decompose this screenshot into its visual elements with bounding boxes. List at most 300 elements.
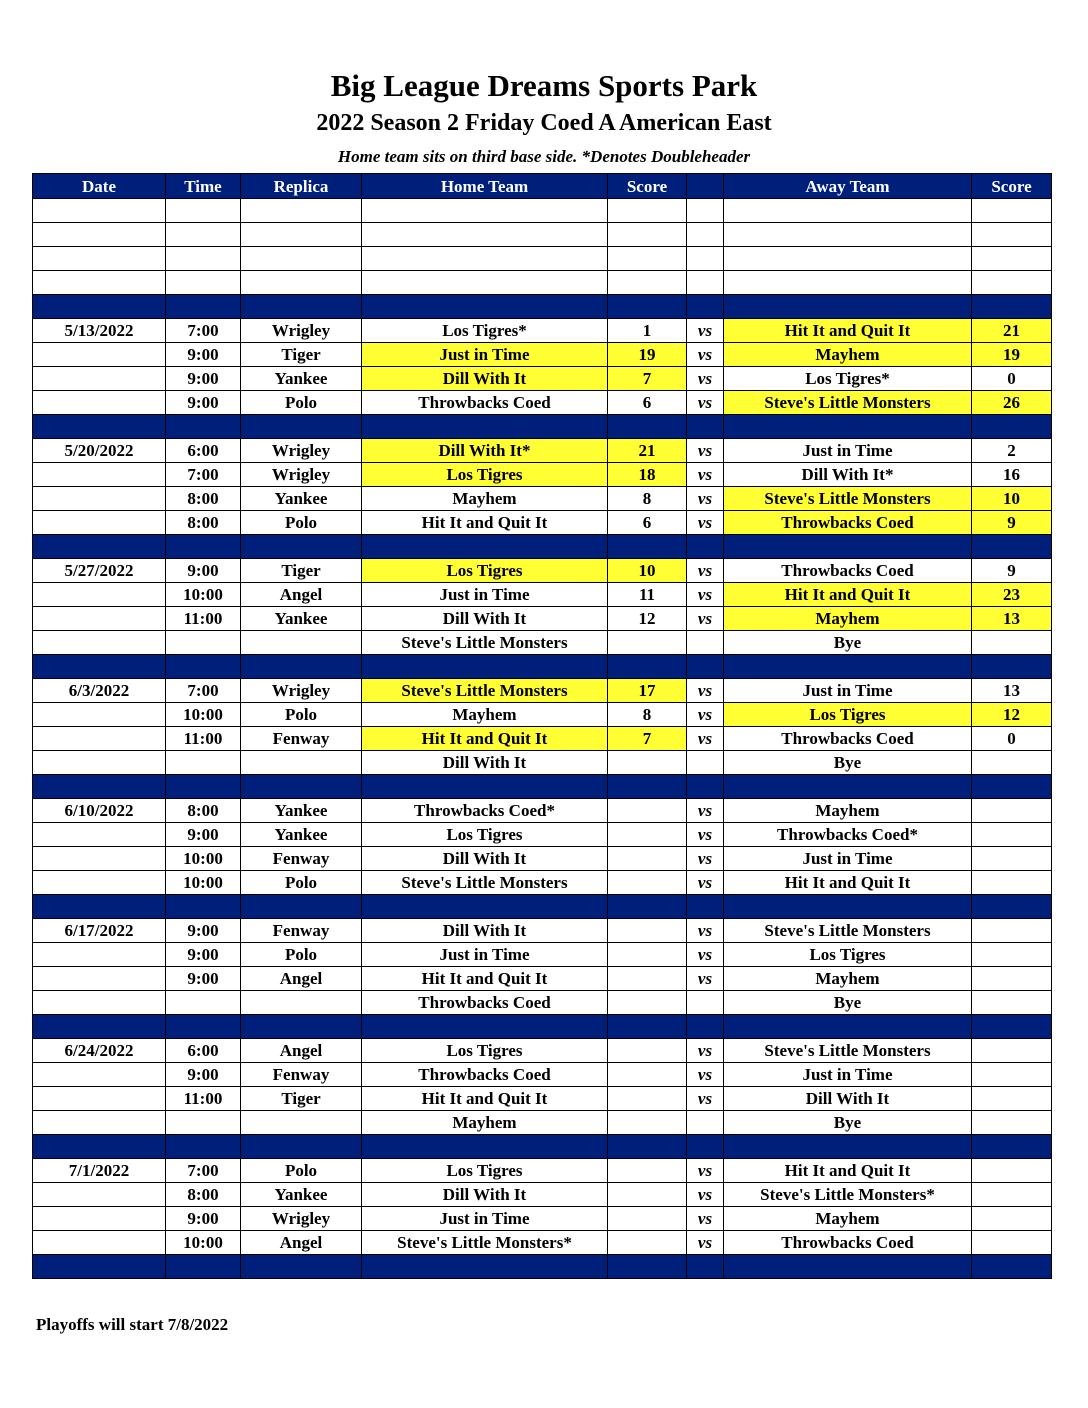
away-team-cell: Hit It and Quit It bbox=[724, 583, 972, 607]
home-score-cell: 19 bbox=[608, 343, 687, 367]
game-row bbox=[33, 583, 1052, 607]
away-score-cell bbox=[972, 1063, 1052, 1087]
blank-cell bbox=[724, 247, 972, 271]
away-score-cell: 9 bbox=[972, 559, 1052, 583]
home-team-cell: Hit It and Quit It bbox=[362, 1087, 608, 1111]
away-team-cell: Steve's Little Monsters bbox=[724, 1039, 972, 1063]
away-score-cell bbox=[972, 991, 1052, 1015]
home-score-cell: 7 bbox=[608, 367, 687, 391]
date-cell bbox=[33, 991, 166, 1015]
vs-cell: vs bbox=[687, 487, 724, 511]
time-cell: 9:00 bbox=[166, 823, 241, 847]
date-cell bbox=[33, 823, 166, 847]
time-cell: 8:00 bbox=[166, 511, 241, 535]
separator-row bbox=[33, 655, 1052, 679]
away-score-cell bbox=[972, 1231, 1052, 1255]
away-team-cell: Bye bbox=[724, 1111, 972, 1135]
replica-cell: Fenway bbox=[241, 727, 362, 751]
date-cell: 6/3/2022 bbox=[33, 679, 166, 703]
separator-cell bbox=[362, 895, 608, 919]
separator-cell bbox=[166, 1255, 241, 1279]
date-cell bbox=[33, 343, 166, 367]
away-team-cell: Throwbacks Coed bbox=[724, 511, 972, 535]
separator-cell bbox=[724, 295, 972, 319]
blank-cell bbox=[724, 223, 972, 247]
date-cell: 6/17/2022 bbox=[33, 919, 166, 943]
replica-cell: Wrigley bbox=[241, 1207, 362, 1231]
col-header-home-score: Score bbox=[608, 174, 687, 199]
away-score-cell bbox=[972, 631, 1052, 655]
away-team-cell: Just in Time bbox=[724, 439, 972, 463]
blank-cell bbox=[687, 271, 724, 295]
game-row bbox=[33, 1231, 1052, 1255]
time-cell: 9:00 bbox=[166, 919, 241, 943]
away-team-cell: Los Tigres* bbox=[724, 367, 972, 391]
away-team-cell: Hit It and Quit It bbox=[724, 871, 972, 895]
home-score-cell: 1 bbox=[608, 319, 687, 343]
vs-cell bbox=[687, 631, 724, 655]
time-cell: 10:00 bbox=[166, 847, 241, 871]
separator-row bbox=[33, 895, 1052, 919]
replica-cell: Polo bbox=[241, 943, 362, 967]
time-cell: 7:00 bbox=[166, 319, 241, 343]
away-score-cell bbox=[972, 847, 1052, 871]
separator-cell bbox=[608, 775, 687, 799]
game-row bbox=[33, 1207, 1052, 1231]
date-cell bbox=[33, 1111, 166, 1135]
replica-cell: Angel bbox=[241, 967, 362, 991]
vs-cell: vs bbox=[687, 1231, 724, 1255]
replica-cell bbox=[241, 991, 362, 1015]
date-cell bbox=[33, 1063, 166, 1087]
away-score-cell bbox=[972, 751, 1052, 775]
blank-cell bbox=[608, 271, 687, 295]
page-subtitle: 2022 Season 2 Friday Coed A American East bbox=[316, 110, 772, 136]
away-team-cell: Dill With It bbox=[724, 1087, 972, 1111]
date-cell: 7/1/2022 bbox=[33, 1159, 166, 1183]
vs-cell: vs bbox=[687, 823, 724, 847]
col-header-away-score: Score bbox=[972, 174, 1052, 199]
blank-cell bbox=[166, 199, 241, 223]
replica-cell: Wrigley bbox=[241, 463, 362, 487]
home-team-cell: Dill With It bbox=[362, 1183, 608, 1207]
replica-cell: Yankee bbox=[241, 607, 362, 631]
vs-cell: vs bbox=[687, 607, 724, 631]
separator-cell bbox=[362, 655, 608, 679]
home-score-cell bbox=[608, 751, 687, 775]
time-cell: 8:00 bbox=[166, 799, 241, 823]
vs-cell: vs bbox=[687, 463, 724, 487]
date-cell bbox=[33, 1207, 166, 1231]
separator-cell bbox=[166, 1015, 241, 1039]
separator-cell bbox=[362, 775, 608, 799]
home-score-cell bbox=[608, 847, 687, 871]
game-row bbox=[33, 1063, 1052, 1087]
away-team-cell: Just in Time bbox=[724, 847, 972, 871]
home-team-cell: Just in Time bbox=[362, 1207, 608, 1231]
separator-cell bbox=[724, 1135, 972, 1159]
time-cell: 10:00 bbox=[166, 703, 241, 727]
replica-cell: Fenway bbox=[241, 919, 362, 943]
blank-cell bbox=[724, 199, 972, 223]
separator-cell bbox=[166, 295, 241, 319]
separator-cell bbox=[608, 895, 687, 919]
away-team-cell: Throwbacks Coed bbox=[724, 727, 972, 751]
separator-cell bbox=[724, 415, 972, 439]
separator-cell bbox=[166, 415, 241, 439]
home-score-cell bbox=[608, 967, 687, 991]
away-team-cell: Bye bbox=[724, 751, 972, 775]
separator-cell bbox=[972, 895, 1052, 919]
vs-cell: vs bbox=[687, 679, 724, 703]
separator-cell bbox=[166, 1135, 241, 1159]
vs-cell: vs bbox=[687, 967, 724, 991]
vs-cell bbox=[687, 751, 724, 775]
date-cell: 5/20/2022 bbox=[33, 439, 166, 463]
away-score-cell bbox=[972, 967, 1052, 991]
separator-cell bbox=[166, 655, 241, 679]
col-header-home-team: Home Team bbox=[362, 174, 608, 199]
blank-cell bbox=[241, 199, 362, 223]
blank-cell bbox=[608, 223, 687, 247]
home-score-cell bbox=[608, 1039, 687, 1063]
home-score-cell bbox=[608, 919, 687, 943]
time-cell: 9:00 bbox=[166, 1207, 241, 1231]
home-team-cell: Dill With It bbox=[362, 607, 608, 631]
replica-cell: Tiger bbox=[241, 559, 362, 583]
separator-cell bbox=[33, 895, 166, 919]
separator-cell bbox=[972, 655, 1052, 679]
separator-cell bbox=[608, 535, 687, 559]
away-team-cell: Throwbacks Coed bbox=[724, 1231, 972, 1255]
home-team-cell: Mayhem bbox=[362, 487, 608, 511]
blank-row bbox=[33, 223, 1052, 247]
separator-cell bbox=[362, 415, 608, 439]
date-cell bbox=[33, 607, 166, 631]
away-team-cell: Mayhem bbox=[724, 607, 972, 631]
time-cell: 7:00 bbox=[166, 463, 241, 487]
home-team-cell: Throwbacks Coed* bbox=[362, 799, 608, 823]
blank-cell bbox=[33, 247, 166, 271]
time-cell: 9:00 bbox=[166, 343, 241, 367]
home-score-cell: 10 bbox=[608, 559, 687, 583]
time-cell: 10:00 bbox=[166, 1231, 241, 1255]
date-cell: 5/27/2022 bbox=[33, 559, 166, 583]
away-team-cell: Mayhem bbox=[724, 799, 972, 823]
away-score-cell bbox=[972, 1111, 1052, 1135]
home-team-cell: Dill With It bbox=[362, 751, 608, 775]
away-score-cell bbox=[972, 1159, 1052, 1183]
away-score-cell bbox=[972, 871, 1052, 895]
home-score-cell: 11 bbox=[608, 583, 687, 607]
separator-cell bbox=[33, 655, 166, 679]
replica-cell: Tiger bbox=[241, 343, 362, 367]
home-team-cell: Dill With It bbox=[362, 847, 608, 871]
home-score-cell: 8 bbox=[608, 487, 687, 511]
game-row bbox=[33, 343, 1052, 367]
separator-cell bbox=[724, 535, 972, 559]
away-score-cell: 12 bbox=[972, 703, 1052, 727]
separator-cell bbox=[241, 415, 362, 439]
time-cell: 9:00 bbox=[166, 391, 241, 415]
blank-cell bbox=[724, 271, 972, 295]
page-note: Home team sits on third base side. *Denotes Doubleheader bbox=[337, 147, 751, 166]
home-score-cell: 8 bbox=[608, 703, 687, 727]
time-cell: 9:00 bbox=[166, 943, 241, 967]
game-row bbox=[33, 823, 1052, 847]
game-row bbox=[33, 607, 1052, 631]
blank-cell bbox=[362, 247, 608, 271]
game-row bbox=[33, 391, 1052, 415]
away-team-cell: Mayhem bbox=[724, 343, 972, 367]
home-team-cell: Hit It and Quit It bbox=[362, 967, 608, 991]
away-score-cell: 10 bbox=[972, 487, 1052, 511]
col-header-time: Time bbox=[166, 174, 241, 199]
time-cell: 8:00 bbox=[166, 487, 241, 511]
away-score-cell bbox=[972, 799, 1052, 823]
col-header-date: Date bbox=[33, 174, 166, 199]
away-team-cell: Just in Time bbox=[724, 1063, 972, 1087]
date-cell bbox=[33, 583, 166, 607]
game-row bbox=[33, 631, 1052, 655]
home-team-cell: Los Tigres bbox=[362, 463, 608, 487]
vs-cell bbox=[687, 1111, 724, 1135]
separator-cell bbox=[33, 535, 166, 559]
home-score-cell: 18 bbox=[608, 463, 687, 487]
vs-cell: vs bbox=[687, 847, 724, 871]
away-score-cell bbox=[972, 919, 1052, 943]
home-score-cell: 17 bbox=[608, 679, 687, 703]
replica-cell: Yankee bbox=[241, 799, 362, 823]
game-row bbox=[33, 487, 1052, 511]
date-cell: 6/10/2022 bbox=[33, 799, 166, 823]
separator-cell bbox=[687, 1015, 724, 1039]
schedule-table bbox=[32, 173, 1052, 1279]
blank-cell bbox=[166, 271, 241, 295]
schedule-body bbox=[33, 199, 1052, 1279]
separator-cell bbox=[687, 415, 724, 439]
separator-cell bbox=[972, 1135, 1052, 1159]
blank-cell bbox=[33, 199, 166, 223]
separator-cell bbox=[972, 1255, 1052, 1279]
home-score-cell bbox=[608, 631, 687, 655]
col-header-away-team: Away Team bbox=[724, 174, 972, 199]
blank-row bbox=[33, 199, 1052, 223]
vs-cell: vs bbox=[687, 559, 724, 583]
date-cell bbox=[33, 871, 166, 895]
date-cell bbox=[33, 847, 166, 871]
away-team-cell: Throwbacks Coed bbox=[724, 559, 972, 583]
home-score-cell: 12 bbox=[608, 607, 687, 631]
replica-cell: Wrigley bbox=[241, 439, 362, 463]
time-cell bbox=[166, 631, 241, 655]
blank-cell bbox=[608, 247, 687, 271]
separator-row bbox=[33, 1135, 1052, 1159]
replica-cell: Wrigley bbox=[241, 679, 362, 703]
time-cell: 11:00 bbox=[166, 1087, 241, 1111]
replica-cell: Polo bbox=[241, 703, 362, 727]
separator-cell bbox=[33, 295, 166, 319]
vs-cell: vs bbox=[687, 799, 724, 823]
blank-cell bbox=[241, 247, 362, 271]
separator-cell bbox=[724, 1015, 972, 1039]
separator-cell bbox=[241, 295, 362, 319]
separator-cell bbox=[166, 775, 241, 799]
replica-cell: Yankee bbox=[241, 823, 362, 847]
away-score-cell: 26 bbox=[972, 391, 1052, 415]
replica-cell: Fenway bbox=[241, 1063, 362, 1087]
separator-cell bbox=[687, 1135, 724, 1159]
away-team-cell: Mayhem bbox=[724, 1207, 972, 1231]
away-score-cell: 9 bbox=[972, 511, 1052, 535]
separator-cell bbox=[608, 1135, 687, 1159]
vs-cell: vs bbox=[687, 367, 724, 391]
replica-cell bbox=[241, 631, 362, 655]
away-score-cell: 0 bbox=[972, 727, 1052, 751]
separator-cell bbox=[608, 1015, 687, 1039]
col-header-replica: Replica bbox=[241, 174, 362, 199]
separator-row bbox=[33, 415, 1052, 439]
blank-cell bbox=[608, 199, 687, 223]
game-row bbox=[33, 1087, 1052, 1111]
game-row bbox=[33, 799, 1052, 823]
game-row bbox=[33, 967, 1052, 991]
game-row bbox=[33, 1039, 1052, 1063]
vs-cell: vs bbox=[687, 1087, 724, 1111]
time-cell: 9:00 bbox=[166, 1063, 241, 1087]
time-cell: 9:00 bbox=[166, 559, 241, 583]
game-row bbox=[33, 919, 1052, 943]
home-team-cell: Steve's Little Monsters* bbox=[362, 1231, 608, 1255]
separator-cell bbox=[33, 1255, 166, 1279]
home-team-cell: Steve's Little Monsters bbox=[362, 631, 608, 655]
home-score-cell bbox=[608, 991, 687, 1015]
home-team-cell: Just in Time bbox=[362, 583, 608, 607]
blank-cell bbox=[166, 247, 241, 271]
footer-note: Playoffs will start 7/8/2022 bbox=[36, 1315, 229, 1334]
home-team-cell: Hit It and Quit It bbox=[362, 727, 608, 751]
replica-cell: Yankee bbox=[241, 487, 362, 511]
vs-cell: vs bbox=[687, 583, 724, 607]
separator-cell bbox=[33, 415, 166, 439]
home-team-cell: Just in Time bbox=[362, 343, 608, 367]
home-team-cell: Throwbacks Coed bbox=[362, 391, 608, 415]
vs-cell: vs bbox=[687, 943, 724, 967]
separator-cell bbox=[972, 295, 1052, 319]
home-score-cell bbox=[608, 823, 687, 847]
separator-cell bbox=[687, 775, 724, 799]
home-score-cell: 21 bbox=[608, 439, 687, 463]
game-row bbox=[33, 751, 1052, 775]
home-score-cell bbox=[608, 1087, 687, 1111]
page-title: Big League Dreams Sports Park bbox=[330, 68, 758, 103]
away-score-cell: 16 bbox=[972, 463, 1052, 487]
time-cell: 10:00 bbox=[166, 871, 241, 895]
blank-cell bbox=[241, 271, 362, 295]
separator-row bbox=[33, 295, 1052, 319]
time-cell bbox=[166, 991, 241, 1015]
game-row bbox=[33, 319, 1052, 343]
separator-cell bbox=[687, 895, 724, 919]
away-score-cell: 21 bbox=[972, 319, 1052, 343]
home-team-cell: Dill With It bbox=[362, 367, 608, 391]
game-row bbox=[33, 727, 1052, 751]
home-score-cell bbox=[608, 1231, 687, 1255]
away-team-cell: Hit It and Quit It bbox=[724, 319, 972, 343]
away-score-cell bbox=[972, 823, 1052, 847]
separator-cell bbox=[362, 295, 608, 319]
date-cell bbox=[33, 367, 166, 391]
separator-row bbox=[33, 535, 1052, 559]
game-row bbox=[33, 1111, 1052, 1135]
game-row bbox=[33, 871, 1052, 895]
time-cell: 6:00 bbox=[166, 1039, 241, 1063]
blank-row bbox=[33, 247, 1052, 271]
replica-cell: Yankee bbox=[241, 367, 362, 391]
date-cell bbox=[33, 1183, 166, 1207]
header-row bbox=[33, 174, 1052, 199]
separator-cell bbox=[972, 415, 1052, 439]
date-cell bbox=[33, 391, 166, 415]
away-team-cell: Hit It and Quit It bbox=[724, 1159, 972, 1183]
away-team-cell: Steve's Little Monsters bbox=[724, 391, 972, 415]
separator-cell bbox=[241, 655, 362, 679]
col-header-vs bbox=[687, 174, 724, 199]
home-team-cell: Dill With It* bbox=[362, 439, 608, 463]
away-team-cell: Steve's Little Monsters bbox=[724, 919, 972, 943]
date-cell: 6/24/2022 bbox=[33, 1039, 166, 1063]
vs-cell: vs bbox=[687, 391, 724, 415]
separator-cell bbox=[972, 1015, 1052, 1039]
vs-cell: vs bbox=[687, 919, 724, 943]
replica-cell: Wrigley bbox=[241, 319, 362, 343]
blank-cell bbox=[362, 271, 608, 295]
game-row bbox=[33, 703, 1052, 727]
away-team-cell: Bye bbox=[724, 631, 972, 655]
date-cell bbox=[33, 487, 166, 511]
home-team-cell: Mayhem bbox=[362, 1111, 608, 1135]
game-row bbox=[33, 367, 1052, 391]
vs-cell: vs bbox=[687, 1183, 724, 1207]
separator-cell bbox=[687, 535, 724, 559]
date-cell bbox=[33, 703, 166, 727]
blank-cell bbox=[241, 223, 362, 247]
away-team-cell: Dill With It* bbox=[724, 463, 972, 487]
blank-cell bbox=[362, 223, 608, 247]
home-team-cell: Los Tigres* bbox=[362, 319, 608, 343]
separator-cell bbox=[972, 775, 1052, 799]
separator-cell bbox=[724, 1255, 972, 1279]
home-team-cell: Steve's Little Monsters bbox=[362, 871, 608, 895]
away-score-cell bbox=[972, 1207, 1052, 1231]
separator-cell bbox=[241, 775, 362, 799]
blank-cell bbox=[972, 223, 1052, 247]
time-cell: 6:00 bbox=[166, 439, 241, 463]
away-score-cell bbox=[972, 943, 1052, 967]
date-cell bbox=[33, 511, 166, 535]
game-row bbox=[33, 1183, 1052, 1207]
time-cell: 11:00 bbox=[166, 607, 241, 631]
date-cell bbox=[33, 463, 166, 487]
date-cell bbox=[33, 1231, 166, 1255]
away-team-cell: Just in Time bbox=[724, 679, 972, 703]
blank-row bbox=[33, 271, 1052, 295]
blank-cell bbox=[33, 271, 166, 295]
vs-cell: vs bbox=[687, 1159, 724, 1183]
vs-cell: vs bbox=[687, 319, 724, 343]
home-team-cell: Hit It and Quit It bbox=[362, 511, 608, 535]
replica-cell: Polo bbox=[241, 391, 362, 415]
